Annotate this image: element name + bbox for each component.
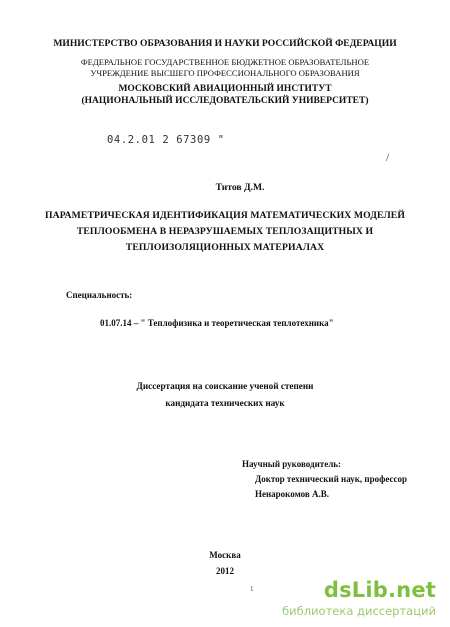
institution-line-1: ФЕДЕРАЛЬНОЕ ГОСУДАРСТВЕННОЕ БЮДЖЕТНОЕ ОБРАЗОВАТЕЛЬНОЕ xyxy=(80,57,370,67)
registration-stamp: 04.2.01 2 67309 " xyxy=(107,134,225,146)
university-status: (НАЦИОНАЛЬНЫЙ ИССЛЕДОВАТЕЛЬСКИЙ УНИВЕРСИТЕТ) xyxy=(81,96,369,106)
dissertation-line-1: Диссертация на соискание ученой степени xyxy=(136,381,314,391)
handwritten-mark: / xyxy=(386,152,390,164)
thesis-title-line-1: ПАРАМЕТРИЧЕСКАЯ ИДЕНТИФИКАЦИЯ МАТЕМАТИЧЕСКИХ МОДЕЛЕЙ xyxy=(45,210,405,221)
watermark-brand: dsLib.net xyxy=(323,578,436,602)
watermark-caption: библиотека диссертаций xyxy=(282,604,436,618)
thesis-title-line-2: ТЕПЛООБМЕНА В НЕРАЗРУШАЕМЫХ ТЕПЛОЗАЩИТНЫХ И xyxy=(76,226,374,237)
institution-line-2: УЧРЕЖДЕНИЕ ВЫСШЕГО ПРОФЕССИОНАЛЬНОГО ОБРАЗОВАНИЯ xyxy=(90,68,360,78)
specialty-value: 01.07.14 – " Теплофизика и теоретическая теплотехника" xyxy=(100,318,334,328)
university-name: МОСКОВСКИЙ АВИАЦИОННЫЙ ИНСТИТУТ xyxy=(118,84,332,94)
page-number: 1 xyxy=(250,585,254,593)
city: Москва xyxy=(209,550,241,560)
author-name: Титов Д.М. xyxy=(215,182,265,193)
thesis-title-line-3: ТЕПЛОИЗОЛЯЦИОННЫХ МАТЕРИАЛАХ xyxy=(125,242,325,253)
dissertation-line-2: кандидата технических наук xyxy=(165,398,285,408)
supervisor-label: Научный руководитель: xyxy=(242,459,341,469)
ministry-header: МИНИСТЕРСТВО ОБРАЗОВАНИЯ И НАУКИ РОССИЙСКОЙ ФЕДЕРАЦИИ xyxy=(53,38,397,49)
specialty-label: Специальность: xyxy=(66,290,133,300)
supervisor-name: Ненарокомов А.В. xyxy=(255,489,329,499)
supervisor-degree: Доктор технический наук, профессор xyxy=(255,474,407,484)
year: 2012 xyxy=(216,566,234,576)
